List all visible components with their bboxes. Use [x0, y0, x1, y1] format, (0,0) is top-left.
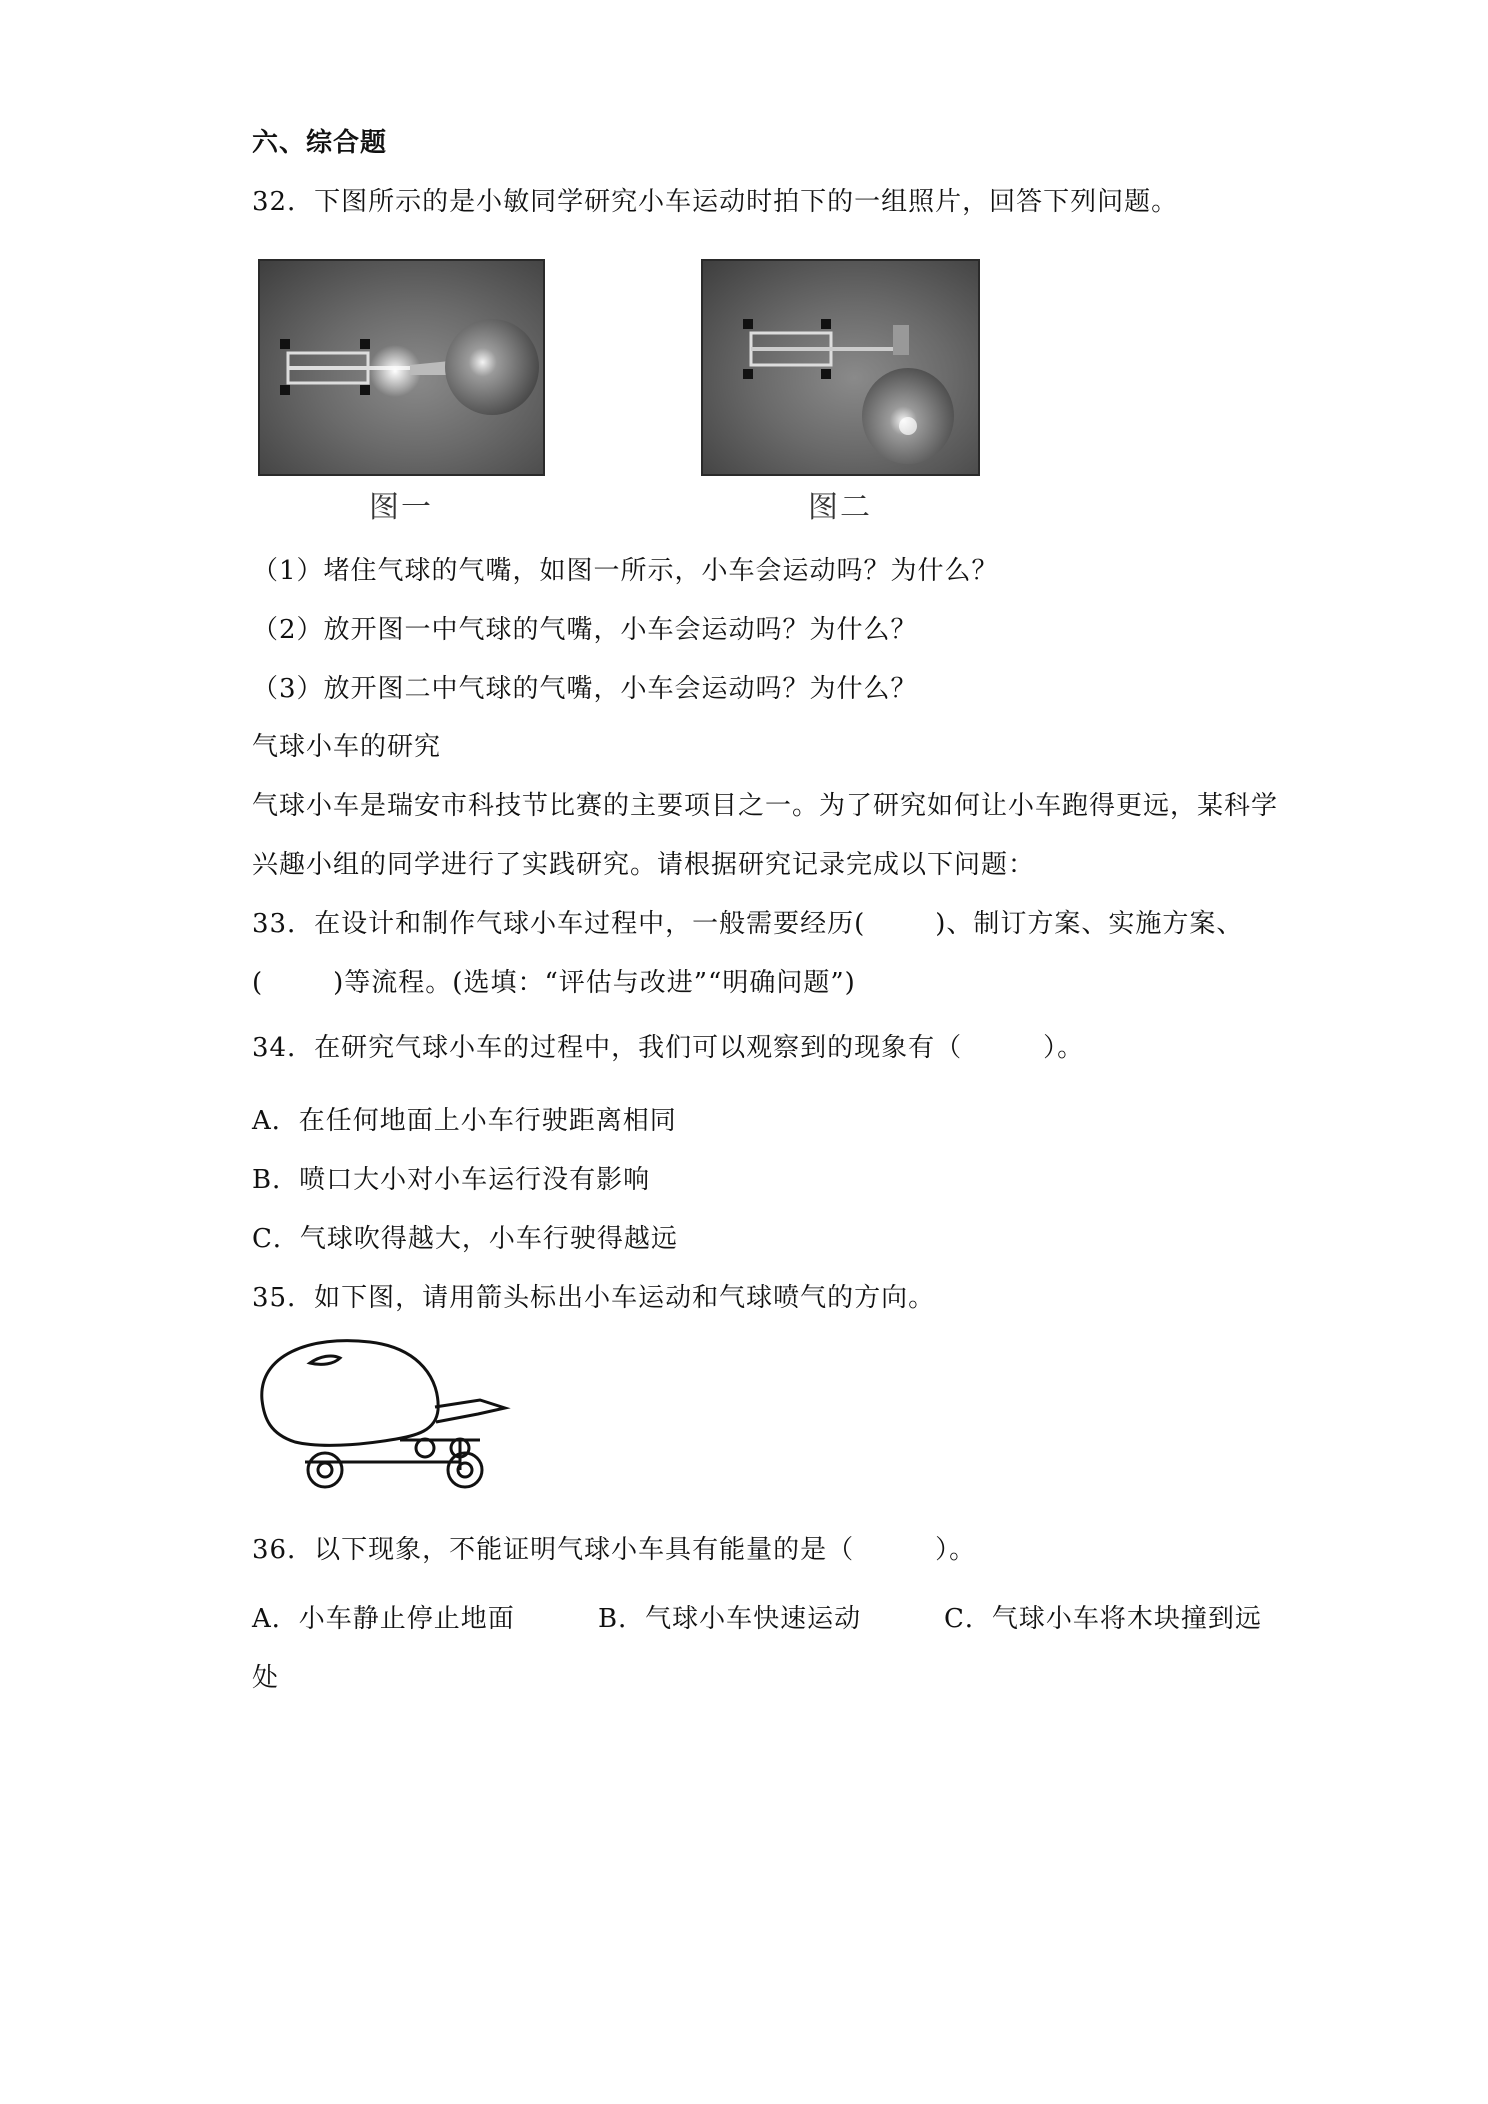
question-36-option-c: C．气球小车将木块撞到远 — [944, 1604, 1262, 1634]
question-34-option-c: C．气球吹得越大，小车行驶得越远 — [252, 1224, 678, 1254]
question-33-part-d: )等流程。(选填：“评估与改进”“明确问题”) — [333, 968, 856, 998]
question-32-sub-3: （3）放开图二中气球的气嘴，小车会运动吗？为什么？ — [252, 674, 918, 704]
question-32-stem: 32．下图所示的是小敏同学研究小车运动时拍下的一组照片，回答下列问题。 — [252, 187, 1179, 217]
balloon-car-drawing — [250, 1330, 520, 1500]
question-36-option-b: B．气球小车快速运动 — [598, 1604, 862, 1634]
balloon-car-photo-1-icon — [260, 261, 543, 474]
question-32-sub-1: （1）堵住气球的气嘴，如图一所示，小车会运动吗？为什么？ — [252, 556, 999, 586]
section-title: 六、综合题 — [252, 128, 388, 158]
figure-2-caption: 图二 — [808, 490, 872, 525]
question-33-line-1 — [252, 907, 1243, 941]
balloon-car-photo-2-icon — [703, 261, 978, 474]
question-34-option-a: A．在任何地面上小车行驶距离相同 — [252, 1106, 677, 1136]
question-36-stem: 36．以下现象，不能证明气球小车具有能量的是（ ）。 — [252, 1535, 977, 1565]
question-35-stem: 35．如下图，请用箭头标出小车运动和气球喷气的方向。 — [252, 1283, 936, 1313]
question-32-sub-2: （2）放开图一中气球的气嘴，小车会运动吗？为什么？ — [252, 615, 918, 645]
question-34-option-b: B．喷口大小对小车运行没有影响 — [252, 1165, 651, 1195]
question-33-part-b: )、制订方案、实施方案、 — [935, 909, 1244, 939]
figure-1-photo — [258, 259, 545, 476]
question-36-option-c-continued: 处 — [252, 1663, 280, 1693]
reading-paragraph-line-1: 气球小车是瑞安市科技节比赛的主要项目之一。为了研究如何让小车跑得更远，某科学 — [252, 791, 1279, 821]
figure-1-caption: 图一 — [369, 490, 433, 525]
reading-title: 气球小车的研究 — [252, 732, 442, 762]
figure-2-photo — [701, 259, 980, 476]
question-34-stem: 34．在研究气球小车的过程中，我们可以观察到的现象有（ ）。 — [252, 1033, 1085, 1063]
question-36-option-a: A．小车静止停止地面 — [252, 1604, 515, 1634]
reading-paragraph-line-2: 兴趣小组的同学进行了实践研究。请根据研究记录完成以下问题： — [252, 850, 1036, 880]
question-33-part-a: 33．在设计和制作气球小车过程中，一般需要经历( — [252, 909, 866, 939]
question-33-part-c: ( — [252, 968, 264, 998]
question-33-line-2 — [252, 966, 856, 1000]
